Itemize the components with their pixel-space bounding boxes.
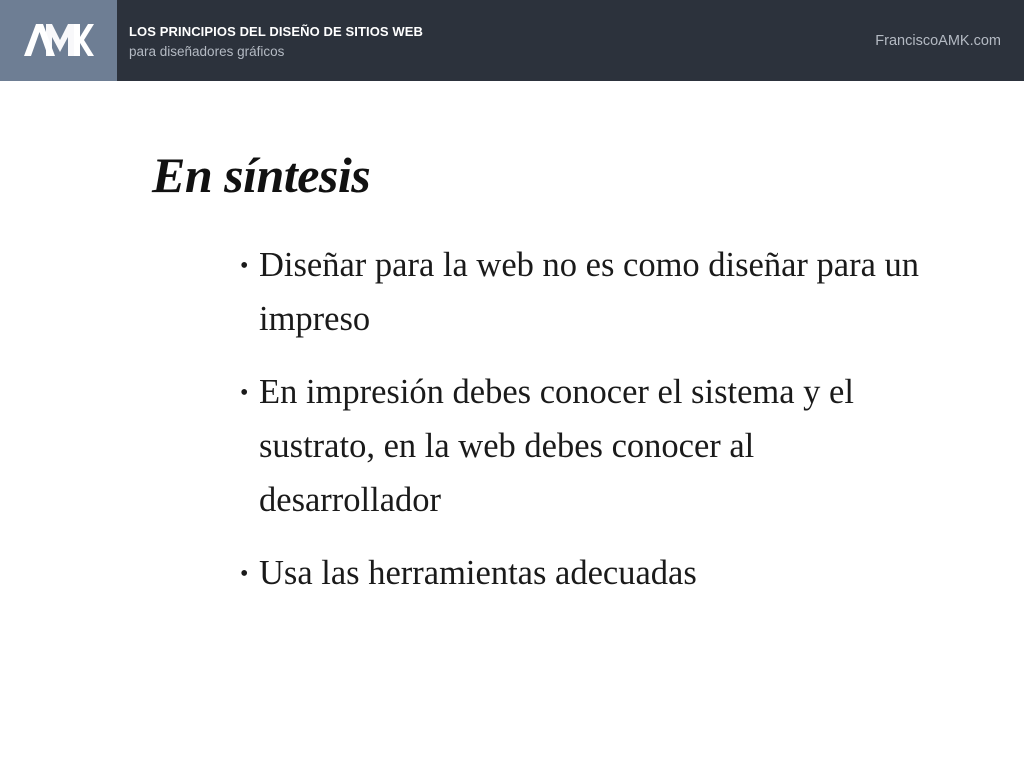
bullet-list xyxy=(240,238,930,619)
presentation-title: LOS PRINCIPIOS DEL DISEÑO DE SITIOS WEB xyxy=(129,24,424,39)
slide-heading: En síntesis xyxy=(152,147,371,203)
logo xyxy=(0,0,117,81)
bullet-dot-icon: • xyxy=(240,561,249,587)
header-bar xyxy=(0,0,1024,81)
bullet-text: En impresión debes conocer el sistema y el sustrato, en la web debes conocer al desarrollador xyxy=(259,373,854,519)
site-link[interactable]: FranciscoAMK.com xyxy=(875,33,1001,49)
bullet-item xyxy=(240,365,930,527)
bullet-dot-icon: • xyxy=(240,380,249,406)
bullet-item xyxy=(240,546,930,600)
bullet-text: Usa las herramientas adecuadas xyxy=(259,554,697,592)
bullet-text: Diseñar para la web no es como diseñar para un impreso xyxy=(259,246,920,338)
amk-logo-icon xyxy=(24,24,94,56)
presentation-subtitle: para diseñadores gráficos xyxy=(129,44,285,59)
bullet-item xyxy=(240,238,930,346)
bullet-dot-icon: • xyxy=(240,253,249,279)
